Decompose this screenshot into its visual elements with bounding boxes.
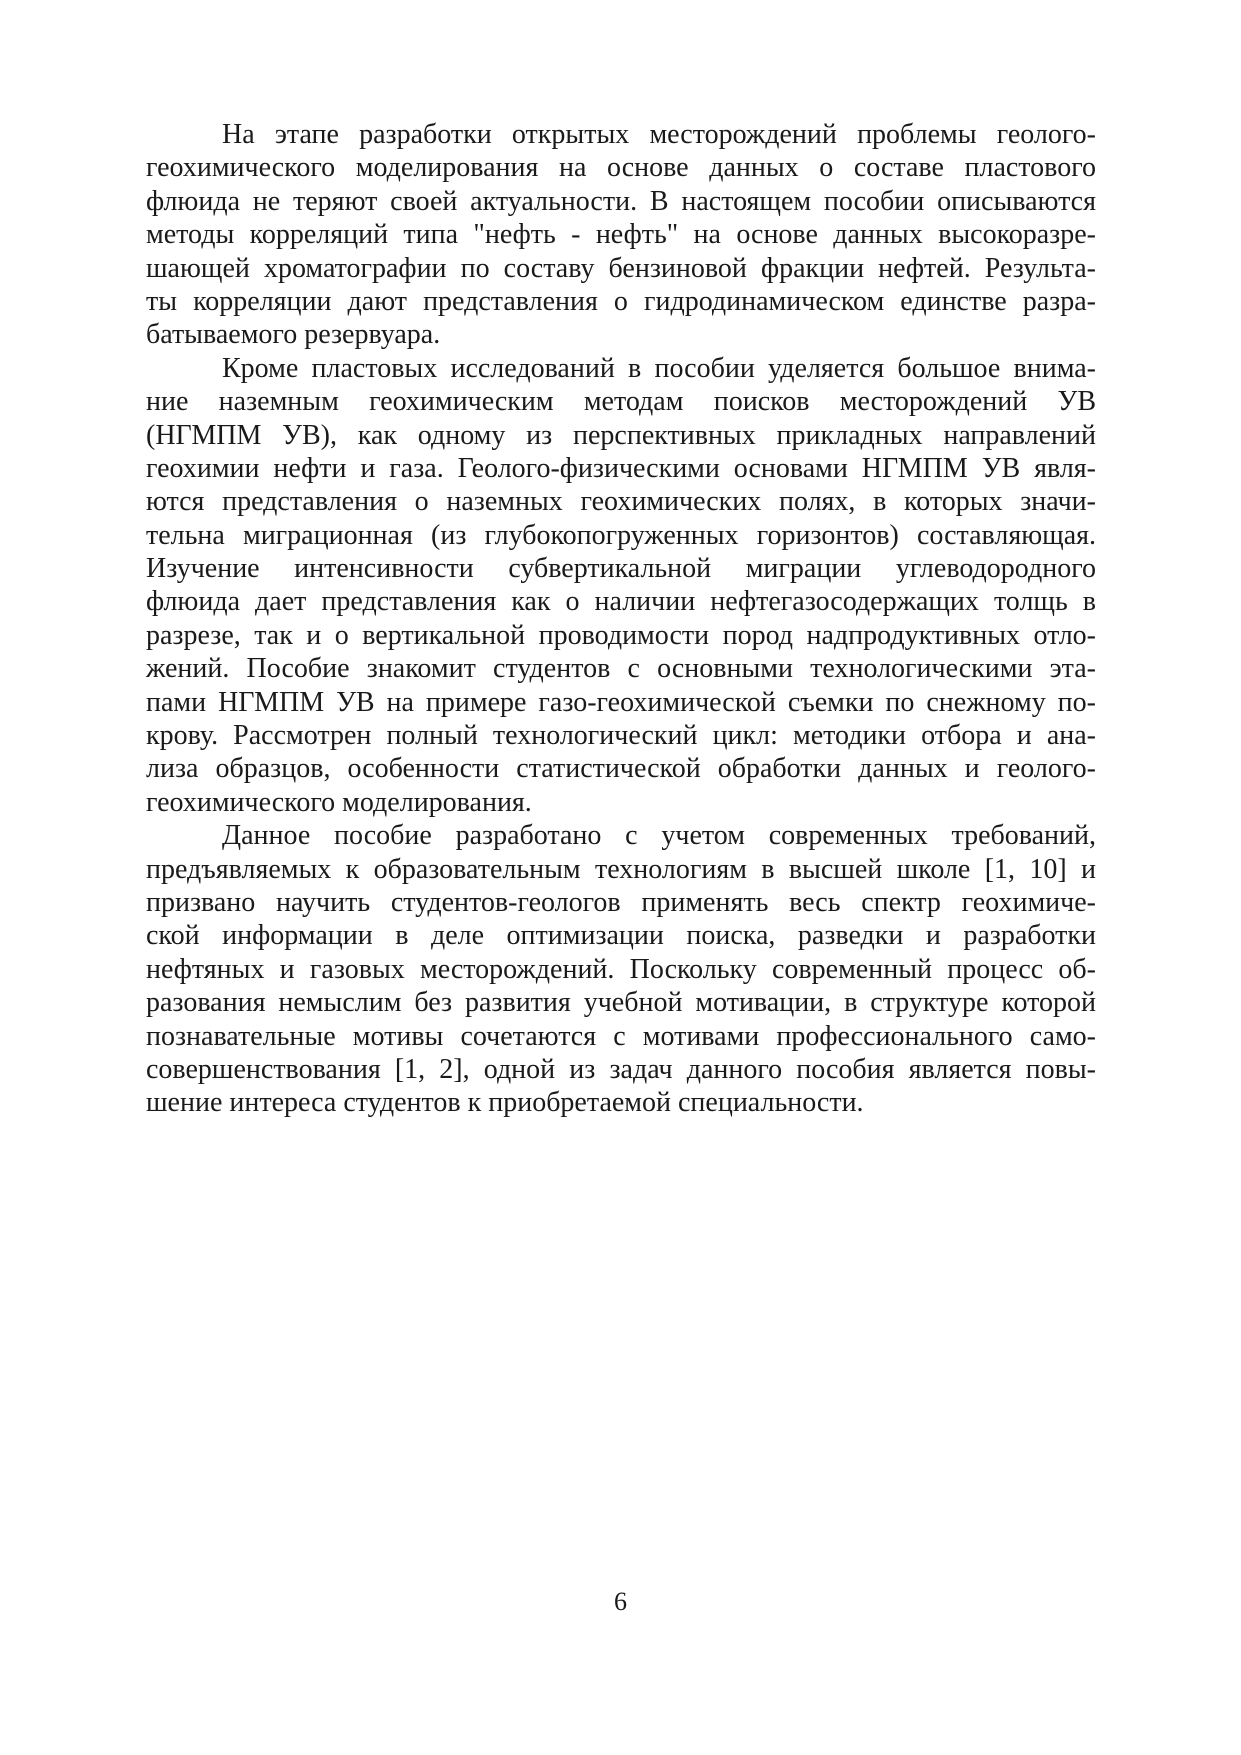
paragraph-2-line-9: разрезе, так и о вертикальной проводимости пород надпродуктивных отло- [146, 619, 1096, 651]
paragraph-2-line-4: геохимии нефти и газа. Геолого-физическими основами НГМПМ УВ явля- [146, 452, 1096, 484]
paragraph-2-line-12: крову. Рассмотрен полный технологический цикл: методики отбора и ана- [146, 720, 1096, 752]
paragraph-2-line-10: жений. Пособие знакомит студентов с основными технологическими эта- [146, 653, 1096, 685]
paragraph-2-line-13: лиза образцов, особенности статистической обработки данных и геолого- [146, 753, 1096, 785]
paragraph-2-line-8: флюида дает представления как о наличии нефтегазосодержащих толщь в [146, 586, 1096, 618]
paragraph-2-line-7: Изучение интенсивности субвертикальной миграции углеводородного [146, 553, 1096, 585]
paragraph-2-line-5: ются представления о наземных геохимических полях, в которых значи- [146, 486, 1096, 518]
paragraph-3-line-4: ской информации в деле оптимизации поиска, разведки и разработки [146, 920, 1096, 952]
paragraph-3-line-5: нефтяных и газовых месторождений. Поскольку современный процесс об- [146, 953, 1096, 985]
paragraph-1-line-7: батываемого резервуара. [146, 319, 441, 351]
body-text [146, 118, 1096, 1120]
paragraph-1-line-5: шающей хроматографии по составу бензиновой фракции нефтей. Результа- [146, 252, 1096, 284]
paragraph-1-line-1: На этапе разработки открытых месторождений проблемы геолого- [222, 119, 1096, 150]
page-number: 6 [614, 1587, 627, 1616]
paragraph-3-line-9: шение интереса студентов к приобретаемой специальности. [146, 1087, 864, 1119]
paragraph-1-line-2: геохимического моделирования на основе данных о составе пластового [146, 152, 1096, 184]
paragraph-3-line-7: познавательные мотивы сочетаются с мотивами профессионального само- [146, 1020, 1096, 1052]
paragraph-2-line-1: Кроме пластовых исследований в пособии уделяется большое внима- [222, 352, 1096, 384]
paragraph-2-line-3: (НГМПМ УВ), как одному из перспективных прикладных направлений [146, 419, 1096, 451]
paragraph-2-line-6: тельна миграционная (из глубокопогруженных горизонтов) составляющая. [146, 519, 1096, 551]
paragraph-1-line-3: флюида не теряют своей актуальности. В настоящем пособии описываются [146, 185, 1096, 217]
paragraph-2-line-14: геохимического моделирования. [146, 786, 532, 818]
paragraph-3-line-8: совершенствования [1, 2], одной из задач данного пособия является повы- [146, 1053, 1096, 1085]
paragraph-1-line-4: методы корреляций типа "нефть - нефть" на основе данных высокоразре- [146, 219, 1096, 251]
paragraph-3-line-1: Данное пособие разработано с учетом современных требований, [222, 820, 1096, 852]
paragraph-3-line-3: призвано научить студентов-геологов применять весь спектр геохимиче- [146, 886, 1096, 918]
paragraph-2-line-11: пами НГМПМ УВ на примере газо-геохимической съемки по снежному по- [146, 686, 1096, 718]
paragraph-3-line-2: предъявляемых к образовательным технологиям в высшей школе [1, 10] и [146, 853, 1096, 885]
paragraph-1-line-6: ты корреляции дают представления о гидродинамическом единстве разра- [146, 285, 1096, 317]
paragraph-2-line-2: ние наземным геохимическим методам поисков месторождений УВ [146, 386, 1096, 418]
paragraph-3-line-6: разования немыслим без развития учебной мотивации, в структуре которой [146, 987, 1096, 1019]
